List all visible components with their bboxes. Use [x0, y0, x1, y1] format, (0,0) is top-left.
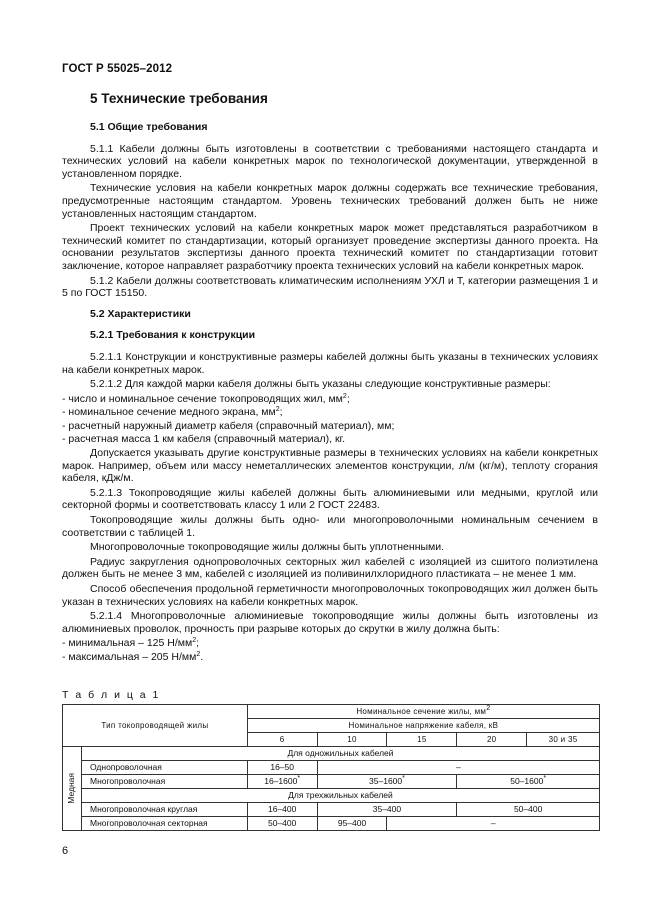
table-row: Многопроволочная 16–1600* 35–1600* 50–1600* — [63, 775, 600, 789]
paragraph: Радиус закругления однопроволочных секторных жил кабелей с изоляцией из сшитого полиэтилена должен быть не менее 3 мм, кабелей с изоляцией из поливинилхлоридного пластиката – не менее 1 мм. — [62, 555, 598, 581]
conductor-section-table — [62, 704, 600, 831]
subsection-title-5-2-1: 5.2.1 Требования к конструкции — [90, 329, 256, 342]
paragraph: Допускается указывать другие конструктивные размеры в технических условиях на кабели конкретных марок. Например, объем или массу неметаллических элементов конструкции, л/м (кг/м), теплоту сгорания кабеля, кДж/м. — [62, 447, 598, 485]
table-row: Многопроволочная секторная 50–400 95–400 – — [63, 817, 600, 831]
group-single-core: Для одножильных кабелей — [81, 747, 599, 761]
header-conductor-type: Тип токопроводящей жилы — [63, 705, 248, 747]
list-item: - максимальная – 205 $Н/мм^2$. — [62, 650, 204, 663]
paragraph: Проект технических условий на кабели конкретных марок может представляться разработчиком в технический комитет по стандартизации, который организует проведение экспертизы данного проекта. На основании результатов экспертизы данного проекта технический комитет по стандартизации готовит заключение, которое направляет разработчику проекта технических условий на кабели конкретных марок. — [62, 222, 598, 272]
paragraph-5-1-2: 5.1.2 Кабели должны соответствовать климатическим исполнениям УХЛ и Т, категории размещения 1 и 5 по ГОСТ 15150. — [62, 274, 598, 300]
header-voltage-15: 15 — [387, 733, 457, 747]
paragraph-5-2-1-3: 5.2.1.3 Токопроводящие жилы кабелей должны быть алюминиевыми или медными, круглой или секторной формы и соответствовать классу 1 или 2 ГОСТ 22483. — [62, 486, 598, 512]
material-cell — [63, 747, 82, 831]
header-voltage-10: 10 — [317, 733, 387, 747]
paragraph-5-2-1-2: 5.2.1.2 Для каждой марки кабеля должны быть указаны следующие конструктивные размеры: — [90, 378, 551, 391]
table-row: Однопроволочная 16–50 – — [63, 761, 600, 775]
body-text — [62, 91, 598, 665]
paragraph: Технические условия на кабели конкретных марок должны содержать все технические требования, предусмотренные настоящим стандартом. Уровень технических требований должен быть не ниже установленных настоящим стандартом. — [62, 182, 598, 220]
list-item: - минимальная – 125 $Н/мм^2$; — [62, 637, 200, 650]
header-voltage-20: 20 — [457, 733, 527, 747]
paragraph: Способ обеспечения продольной герметичности многопроволочных токопроводящих жил должен быть указан в технических условиях на кабели конкретных марок. — [62, 583, 598, 608]
list-item: - расчетная масса 1 км кабеля (справочный материал), кг. — [62, 433, 346, 446]
paragraph-5-1-1: 5.1.1 Кабели должны быть изготовлены в соответствии с требованиями настоящего стандарта и технических условий на кабели конкретных марок по технологической документации, утвержденной в установленном порядке. — [62, 142, 598, 180]
table-row: Многопроволочная круглая 16–400 35–400 50–400 — [63, 803, 600, 817]
header-voltage-6: 6 — [247, 733, 317, 747]
subsection-title-5-2: 5.2 Характеристики — [90, 307, 191, 320]
document-header: ГОСТ Р 55025–2012 — [62, 63, 173, 75]
header-nominal-voltage: Номинальное напряжение кабеля, кВ — [247, 719, 599, 733]
subsection-title-5-1: 5.1 Общие требования — [90, 121, 208, 133]
list-item: - номинальное сечение медного экрана, $мм^2$; — [62, 406, 283, 419]
paragraph-5-2-1-4: 5.2.1.4 Многопроволочные алюминиевые токопроводящие жилы должны быть изготовлены из алюминиевых проволок, прочность при разрыве которых до скрутки в жилу должна быть: — [62, 610, 598, 635]
table-caption: Т а б л и ц а 1 — [62, 689, 161, 701]
material-label: Медная — [66, 773, 77, 804]
section-title: 5 Технические требования — [90, 91, 268, 106]
list-item: - расчетный наружный диаметр кабеля (справочный материал), мм; — [62, 419, 395, 432]
list-item: - число и номинальное сечение токопроводящих жил, $мм^2$; — [62, 392, 350, 405]
paragraph: Токопроводящие жилы должны быть одно- или многопроволочными номинальным сечением в соответствии с таблицей 1. — [62, 514, 598, 539]
paragraph-5-2-1-1: 5.2.1.1 Конструкции и конструктивные размеры кабелей должны быть указаны в технических условиях на кабели конкретных марок. — [62, 350, 598, 376]
paragraph: Многопроволочные токопроводящие жилы должны быть уплотненными. — [90, 541, 445, 554]
group-three-core: Для трехжильных кабелей — [81, 789, 599, 803]
header-nominal-section: Номинальное сечение жилы, $мм^2$ — [247, 705, 599, 719]
header-voltage-30-35: 30 и 35 — [527, 733, 600, 747]
page-number: 6 — [62, 845, 69, 857]
